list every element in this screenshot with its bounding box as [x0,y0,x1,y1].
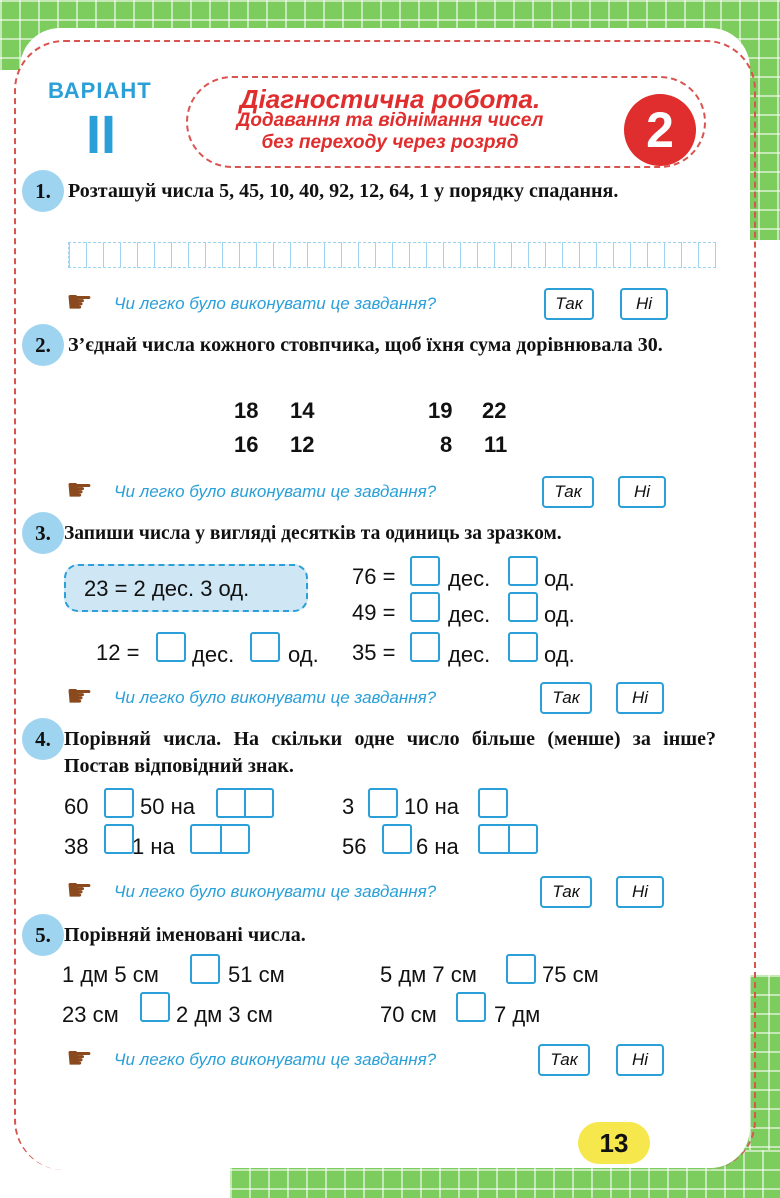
t5-right-value: 75 см [542,962,599,987]
t4-number-on: 6 на [416,834,459,859]
yes-button[interactable]: Так [540,682,592,714]
difference-box[interactable] [478,824,538,854]
feedback-question: Чи легко було виконувати це завдання? [114,482,437,501]
units-label: од. [544,642,575,667]
tens-box[interactable] [410,556,440,586]
t2-number[interactable]: 14 [290,398,315,423]
units-box[interactable] [508,592,538,622]
no-button[interactable]: Ні [618,476,666,508]
t4-number-on: 10 на [404,794,459,819]
sign-box[interactable] [506,954,536,984]
no-button[interactable]: Ні [616,1044,664,1076]
sign-box[interactable] [368,788,398,818]
t4-number-on: 50 на [140,794,195,819]
t5-left-value: 1 дм 5 см [62,962,159,987]
t5-right-value: 2 дм 3 см [176,1002,273,1027]
pointing-hand-icon: ☛ [66,680,93,713]
pointing-hand-icon: ☛ [66,286,93,319]
no-button[interactable]: Ні [616,876,664,908]
t4-number: 56 [342,834,367,859]
yes-button[interactable]: Так [540,876,592,908]
t4-number: 60 [64,794,89,819]
title-line-1: Діагностична робота. [239,84,541,114]
sign-box[interactable] [104,824,134,854]
feedback-row-2 [66,476,676,510]
task-4-number: 4. [22,718,64,760]
variant-number: II [86,105,117,165]
t4-number-on: 1 на [132,834,175,859]
t5-right-value: 7 дм [494,1002,541,1027]
tens-label: дес. [448,642,491,667]
t3-item-label: 49 = [352,600,396,625]
difference-box[interactable] [190,824,250,854]
difference-box[interactable] [216,788,274,818]
t2-number[interactable]: 8 [440,432,453,457]
t3-item-label: 12 = [96,640,140,665]
task-3-number: 3. [22,512,64,554]
feedback-row-4 [66,876,676,910]
yes-button[interactable]: Так [538,1044,590,1076]
t4-number: 3 [342,794,355,819]
work-number-badge: 2 [624,94,696,166]
task-2-text: З’єднай числа кожного стовпчика, щоб їхня сума дорівнювала 30. [68,334,663,356]
task-1-text: Розташуй числа 5, 45, 10, 40, 92, 12, 64, 1 у порядку спадання. [68,180,619,202]
tens-box[interactable] [410,632,440,662]
task-2-number: 2. [22,324,64,366]
sign-box[interactable] [190,954,220,984]
feedback-row-3 [66,682,676,716]
task-5-text: Порівняй іменовані числа. [64,924,306,946]
feedback-row-5 [66,1044,676,1078]
pointing-hand-icon: ☛ [66,474,93,507]
t2-number[interactable]: 18 [234,398,259,423]
task-1-number: 1. [22,170,64,212]
title-line-2: Додавання та віднімання чисел [236,110,544,131]
t5-left-value: 5 дм 7 см [380,962,477,987]
tens-box[interactable] [410,592,440,622]
pointing-hand-icon: ☛ [66,874,93,907]
t3-item-label: 35 = [352,640,396,665]
difference-box[interactable] [478,788,508,818]
sign-box[interactable] [456,992,486,1022]
task-5-number: 5. [22,914,64,956]
variant-label: ВАРІАНТ [48,78,152,103]
t2-number[interactable]: 16 [234,432,259,457]
page-title [200,84,580,154]
units-label: од. [544,602,575,627]
feedback-row-1 [66,288,676,322]
task-1-answer-grid[interactable] [68,242,716,268]
feedback-question: Чи легко було виконувати це завдання? [114,882,437,901]
tens-box[interactable] [156,632,186,662]
t5-left-value: 70 см [380,1002,437,1027]
sample-text: 23 = 2 дес. 3 од. [84,576,250,601]
units-box[interactable] [508,556,538,586]
t4-number: 38 [64,834,89,859]
yes-button[interactable]: Так [544,288,594,320]
page-number: 13 [578,1122,650,1164]
t2-number[interactable]: 11 [484,432,508,457]
no-button[interactable]: Ні [620,288,668,320]
t5-right-value: 51 см [228,962,285,987]
pointing-hand-icon: ☛ [66,1042,93,1075]
t2-number[interactable]: 22 [482,398,507,423]
tens-label: дес. [448,602,491,627]
feedback-question: Чи легко було виконувати це завдання? [114,294,437,313]
units-label: од. [544,566,575,591]
task-4-text: Порівняй числа. На скільки одне число більше (менше) за інше? Постав відповідний знак. [64,728,716,777]
t3-item-label: 76 = [352,564,396,589]
tens-label: дес. [192,642,235,667]
t2-number[interactable]: 19 [428,398,453,423]
units-box[interactable] [250,632,280,662]
sign-box[interactable] [382,824,412,854]
yes-button[interactable]: Так [542,476,594,508]
units-label: од. [288,642,319,667]
t5-left-value: 23 см [62,1002,119,1027]
units-box[interactable] [508,632,538,662]
title-line-3: без переходу через розряд [261,132,519,153]
sign-box[interactable] [140,992,170,1022]
task-3-text: Запиши числа у вигляді десятків та одиниць за зразком. [64,523,562,544]
no-button[interactable]: Ні [616,682,664,714]
feedback-question: Чи легко було виконувати це завдання? [114,1050,437,1069]
sign-box[interactable] [104,788,134,818]
t2-number[interactable]: 12 [290,432,315,457]
tens-label: дес. [448,566,491,591]
feedback-question: Чи легко було виконувати це завдання? [114,688,437,707]
